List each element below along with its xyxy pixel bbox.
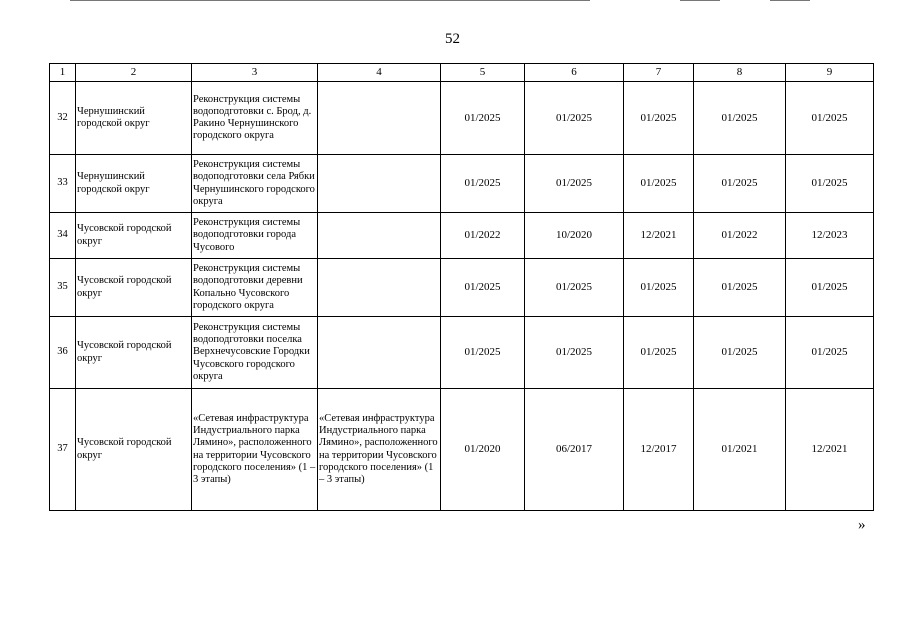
column-header: 5 bbox=[441, 64, 525, 82]
date-cell-7: 01/2025 bbox=[624, 317, 694, 389]
col4-cell bbox=[318, 155, 441, 213]
table-row bbox=[50, 317, 874, 389]
page-number: 52 bbox=[445, 31, 460, 47]
col4-cell bbox=[318, 317, 441, 389]
object-cell: Реконструкция системы водоподготовки с. Брод, д. Ракино Чернушинского городского округа bbox=[192, 82, 318, 155]
date-cell-6: 06/2017 bbox=[525, 389, 624, 511]
date-cell-7: 01/2025 bbox=[624, 82, 694, 155]
date-cell-8: 01/2022 bbox=[694, 213, 786, 259]
date-cell-8: 01/2025 bbox=[694, 317, 786, 389]
district-cell: Чусовской городской округ bbox=[76, 213, 192, 259]
date-cell-6: 10/2020 bbox=[525, 213, 624, 259]
date-cell-7: 12/2017 bbox=[624, 389, 694, 511]
object-cell: «Сетевая инфраструктура Индустриального парка Лямино», расположенного на территории Чусовского городского поселения» (1 – 3 этапы) bbox=[192, 389, 318, 511]
column-header: 4 bbox=[318, 64, 441, 82]
date-cell-9: 12/2023 bbox=[786, 213, 874, 259]
date-cell-5: 01/2025 bbox=[441, 259, 525, 317]
date-cell-9: 01/2025 bbox=[786, 317, 874, 389]
date-cell-6: 01/2025 bbox=[525, 317, 624, 389]
date-cell-7: 12/2021 bbox=[624, 213, 694, 259]
date-cell-7: 01/2025 bbox=[624, 155, 694, 213]
date-cell-9: 12/2021 bbox=[786, 389, 874, 511]
district-cell: Чернушинский городской округ bbox=[76, 82, 192, 155]
continuation-mark: » bbox=[858, 517, 866, 533]
district-cell: Чернушинский городской округ bbox=[76, 155, 192, 213]
object-cell: Реконструкция системы водоподготовки поселка Верхнечусовские Городки Чусовского городского округа bbox=[192, 317, 318, 389]
header-row bbox=[50, 64, 874, 82]
district-cell: Чусовской городской округ bbox=[76, 259, 192, 317]
row-number: 37 bbox=[50, 389, 76, 511]
date-cell-9: 01/2025 bbox=[786, 259, 874, 317]
date-cell-8: 01/2025 bbox=[694, 259, 786, 317]
row-number: 33 bbox=[50, 155, 76, 213]
object-cell: Реконструкция системы водоподготовки села Рябки Чернушинского городского округа bbox=[192, 155, 318, 213]
row-number: 35 bbox=[50, 259, 76, 317]
column-header: 8 bbox=[694, 64, 786, 82]
date-cell-9: 01/2025 bbox=[786, 82, 874, 155]
date-cell-6: 01/2025 bbox=[525, 259, 624, 317]
district-cell: Чусовской городской округ bbox=[76, 317, 192, 389]
scan-top-rule bbox=[680, 0, 720, 1]
table-row bbox=[50, 155, 874, 213]
date-cell-8: 01/2021 bbox=[694, 389, 786, 511]
scan-top-rule bbox=[770, 0, 810, 1]
date-cell-9: 01/2025 bbox=[786, 155, 874, 213]
object-cell: Реконструкция системы водоподготовки города Чусового bbox=[192, 213, 318, 259]
scan-top-rule bbox=[70, 0, 590, 1]
district-cell: Чусовской городской округ bbox=[76, 389, 192, 511]
column-header: 7 bbox=[624, 64, 694, 82]
date-cell-8: 01/2025 bbox=[694, 82, 786, 155]
col4-cell: «Сетевая инфраструктура Индустриального парка Лямино», расположенного на территории Чусовского городского поселения» (1 – 3 этапы) bbox=[318, 389, 441, 511]
date-cell-7: 01/2025 bbox=[624, 259, 694, 317]
row-number: 34 bbox=[50, 213, 76, 259]
date-cell-8: 01/2025 bbox=[694, 155, 786, 213]
date-cell-5: 01/2025 bbox=[441, 155, 525, 213]
date-cell-5: 01/2025 bbox=[441, 317, 525, 389]
column-header: 6 bbox=[525, 64, 624, 82]
col4-cell bbox=[318, 82, 441, 155]
date-cell-6: 01/2025 bbox=[525, 82, 624, 155]
table-row bbox=[50, 259, 874, 317]
date-cell-6: 01/2025 bbox=[525, 155, 624, 213]
column-header: 3 bbox=[192, 64, 318, 82]
col4-cell bbox=[318, 213, 441, 259]
column-header: 2 bbox=[76, 64, 192, 82]
column-header: 9 bbox=[786, 64, 874, 82]
column-header: 1 bbox=[50, 64, 76, 82]
row-number: 36 bbox=[50, 317, 76, 389]
date-cell-5: 01/2022 bbox=[441, 213, 525, 259]
data-table bbox=[49, 63, 874, 511]
table-row bbox=[50, 213, 874, 259]
table-row bbox=[50, 389, 874, 511]
date-cell-5: 01/2020 bbox=[441, 389, 525, 511]
object-cell: Реконструкция системы водоподготовки деревни Копально Чусовского городского округа bbox=[192, 259, 318, 317]
col4-cell bbox=[318, 259, 441, 317]
row-number: 32 bbox=[50, 82, 76, 155]
table-row bbox=[50, 82, 874, 155]
date-cell-5: 01/2025 bbox=[441, 82, 525, 155]
